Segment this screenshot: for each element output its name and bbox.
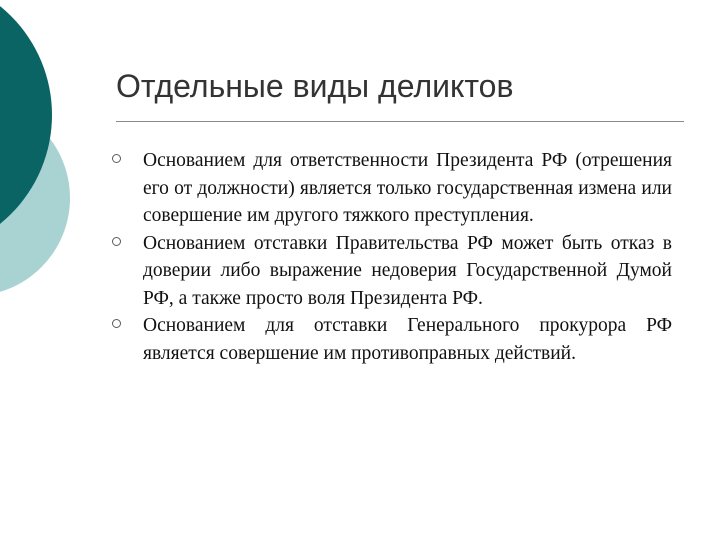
bullet-item — [112, 230, 672, 313]
bullet-circle-icon — [112, 319, 121, 328]
bullet-text: Основанием для ответственности Президента РФ (отрешения его от должности) является только государственная измена или совершение им другого тяжкого преступления. — [143, 150, 672, 226]
bullet-item — [112, 312, 672, 367]
bullet-item — [112, 147, 672, 230]
bullet-list — [112, 147, 672, 367]
title-divider — [116, 121, 684, 122]
bullet-circle-icon — [112, 154, 121, 163]
slide-title: Отдельные виды деликтов — [116, 68, 514, 104]
bullet-text: Основанием для отставки Генерального прокурора РФ является совершение им противоправных действий. — [143, 315, 672, 364]
bullet-text: Основанием отставки Правительства РФ может быть отказ в доверии либо выражение недоверия Государственной Думой РФ, а также просто воля Президента РФ. — [143, 232, 672, 309]
decorative-circles — [0, 0, 120, 300]
bullet-circle-icon — [112, 237, 121, 246]
